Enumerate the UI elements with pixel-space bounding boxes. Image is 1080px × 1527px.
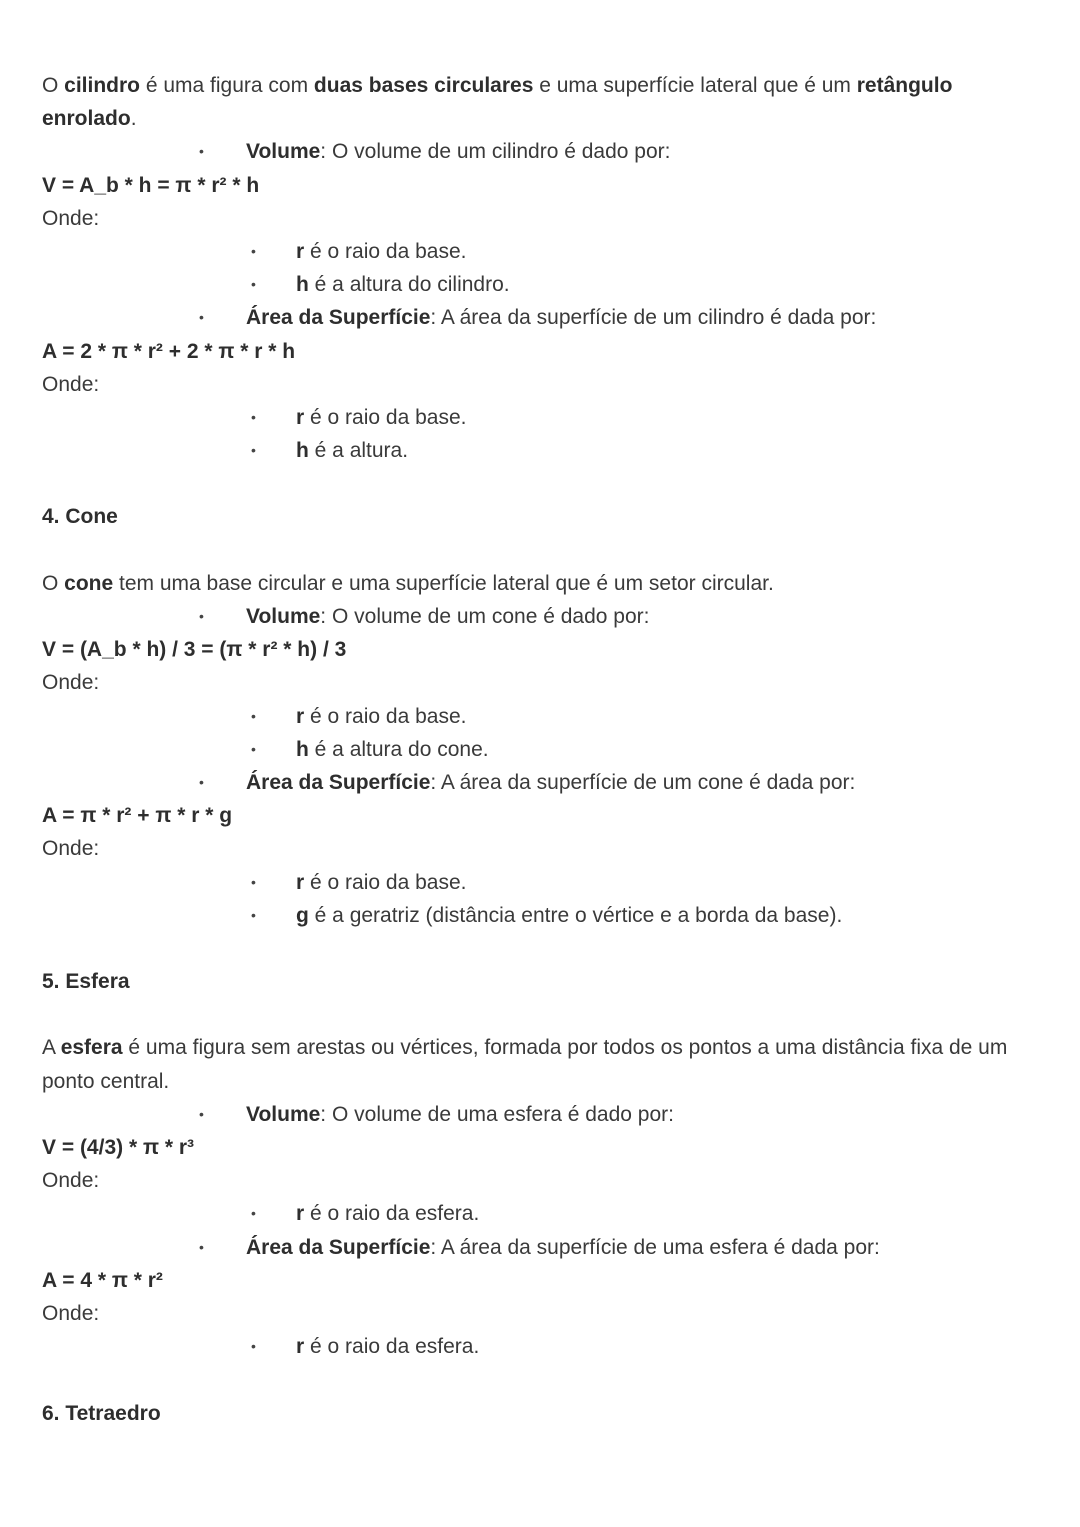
text: é uma figura com: [140, 74, 314, 97]
variable-symbol: r: [296, 239, 305, 263]
variable-desc: é o raio da base.: [304, 704, 467, 728]
bullet-icon: •: [199, 608, 204, 625]
item-label: Volume: [246, 140, 321, 164]
variable-item: [42, 733, 1042, 766]
bullet-icon: •: [251, 906, 256, 923]
cylinder-area-formula: A = 2 * π * r² + 2 * π * r * h: [42, 339, 296, 363]
cone-area-formula: A = π * r² + π * r * g: [42, 804, 233, 828]
cylinder-intro: [42, 69, 1037, 135]
item-text: : A área da superfície de uma esfera é dada por:: [430, 1235, 880, 1259]
item-label: Área da Superfície: [246, 1235, 431, 1259]
text: e uma superfície lateral que é um: [533, 74, 857, 97]
section-heading-tetrahedron: 6. Tetraedro: [42, 1401, 161, 1425]
variable-item: [42, 268, 1042, 301]
sphere-volume-item: [42, 1098, 1042, 1131]
bullet-icon: •: [199, 773, 204, 790]
variable-desc: é o raio da esfera.: [304, 1335, 480, 1359]
variable-desc: é a altura.: [308, 439, 409, 463]
bullet-icon: •: [199, 143, 204, 160]
variable-desc: é o raio da esfera.: [304, 1202, 480, 1226]
variable-symbol: r: [296, 1335, 305, 1359]
cylinder-volume-formula: V = A_b * h = π * r² * h: [42, 173, 260, 197]
item-text: : O volume de um cilindro é dado por:: [320, 140, 671, 164]
bold-term: esfera: [60, 1036, 123, 1060]
bullet-icon: •: [251, 707, 256, 724]
cone-volume-item: [42, 600, 1042, 633]
bold-term: cone: [64, 571, 114, 595]
text: é uma figura sem arestas ou vértices, formada por todos os pontos a uma distância fixa de um ponto central.: [42, 1036, 1008, 1093]
spacer: [42, 1363, 1042, 1396]
bullet-icon: •: [199, 1105, 204, 1122]
bold-term: duas bases circulares: [313, 74, 534, 97]
variable-desc: é a geratriz (distância entre o vértice e a borda da base).: [308, 903, 843, 927]
where-label: Onde:: [42, 1169, 100, 1193]
where-label: Onde:: [42, 1302, 100, 1325]
variable-desc: é a altura do cone.: [308, 737, 489, 761]
variable-symbol: h: [296, 439, 309, 463]
text: O: [42, 571, 65, 595]
item-text: : O volume de um cone é dado por:: [320, 605, 650, 629]
bullet-icon: •: [251, 873, 256, 890]
bullet-icon: •: [251, 1338, 256, 1355]
where-label: Onde:: [42, 206, 100, 230]
variable-item: [42, 235, 1042, 268]
variable-desc: é o raio da base.: [304, 239, 467, 263]
text: tem uma base circular e uma superfície lateral que é um setor circular.: [113, 571, 774, 595]
bullet-icon: •: [199, 1238, 204, 1255]
variable-desc: é o raio da base.: [304, 870, 467, 894]
variable-desc: é a altura do cilindro.: [308, 273, 510, 297]
cylinder-volume-item: [42, 135, 1042, 168]
cone-area-item: [42, 766, 1042, 799]
sphere-area-item: [42, 1231, 1042, 1264]
text: A: [42, 1036, 61, 1060]
cylinder-area-item: [42, 301, 1042, 334]
item-label: Volume: [246, 1102, 321, 1126]
sphere-volume-formula: V = (4/3) * π * r³: [42, 1136, 195, 1160]
bullet-icon: •: [251, 442, 256, 459]
variable-item: [42, 899, 1042, 932]
variable-symbol: h: [296, 273, 309, 297]
bullet-icon: •: [199, 309, 204, 326]
cone-volume-formula: V = (A_b * h) / 3 = (π * r² * h) / 3: [42, 638, 347, 662]
bullet-icon: •: [251, 1205, 256, 1222]
variable-item: [42, 866, 1042, 899]
item-label: Área da Superfície: [246, 306, 431, 330]
bold-term: cilindro: [64, 74, 141, 97]
text: O: [42, 74, 65, 97]
section-heading-cone: 4. Cone: [42, 505, 118, 529]
item-text: : O volume de uma esfera é dado por:: [320, 1102, 674, 1126]
variable-desc: é o raio da base.: [304, 405, 467, 429]
text: .: [130, 107, 137, 131]
document-page: [42, 69, 1042, 1430]
bullet-icon: •: [251, 740, 256, 757]
sphere-area-formula: A = 4 * π * r²: [42, 1268, 163, 1292]
bullet-icon: •: [251, 408, 256, 425]
cone-intro: [42, 567, 1042, 600]
bold-term: retângulo enrolado: [42, 74, 953, 131]
variable-item: [42, 1197, 1042, 1230]
variable-item: [42, 700, 1042, 733]
variable-item: [42, 401, 1042, 434]
bullet-icon: •: [251, 276, 256, 293]
item-label: Volume: [246, 605, 321, 629]
spacer: [42, 467, 1042, 500]
item-text: : A área da superfície de um cone é dada por:: [430, 770, 856, 794]
variable-symbol: r: [296, 870, 305, 894]
variable-symbol: r: [296, 1202, 305, 1226]
section-heading-sphere: 5. Esfera: [42, 970, 130, 994]
spacer: [42, 534, 1042, 567]
variable-symbol: g: [296, 903, 309, 927]
where-label: Onde:: [42, 837, 100, 861]
where-label: Onde:: [42, 671, 100, 695]
sphere-intro: [42, 1031, 1037, 1097]
variable-symbol: r: [296, 405, 305, 429]
item-text: : A área da superfície de um cilindro é dada por:: [430, 306, 877, 330]
variable-item: [42, 434, 1042, 467]
item-label: Área da Superfície: [246, 770, 431, 794]
variable-item: [42, 1330, 1042, 1363]
spacer: [42, 932, 1042, 965]
spacer: [42, 998, 1042, 1031]
variable-symbol: r: [296, 704, 305, 728]
bullet-icon: •: [251, 242, 256, 259]
variable-symbol: h: [296, 737, 309, 761]
where-label: Onde:: [42, 372, 100, 396]
